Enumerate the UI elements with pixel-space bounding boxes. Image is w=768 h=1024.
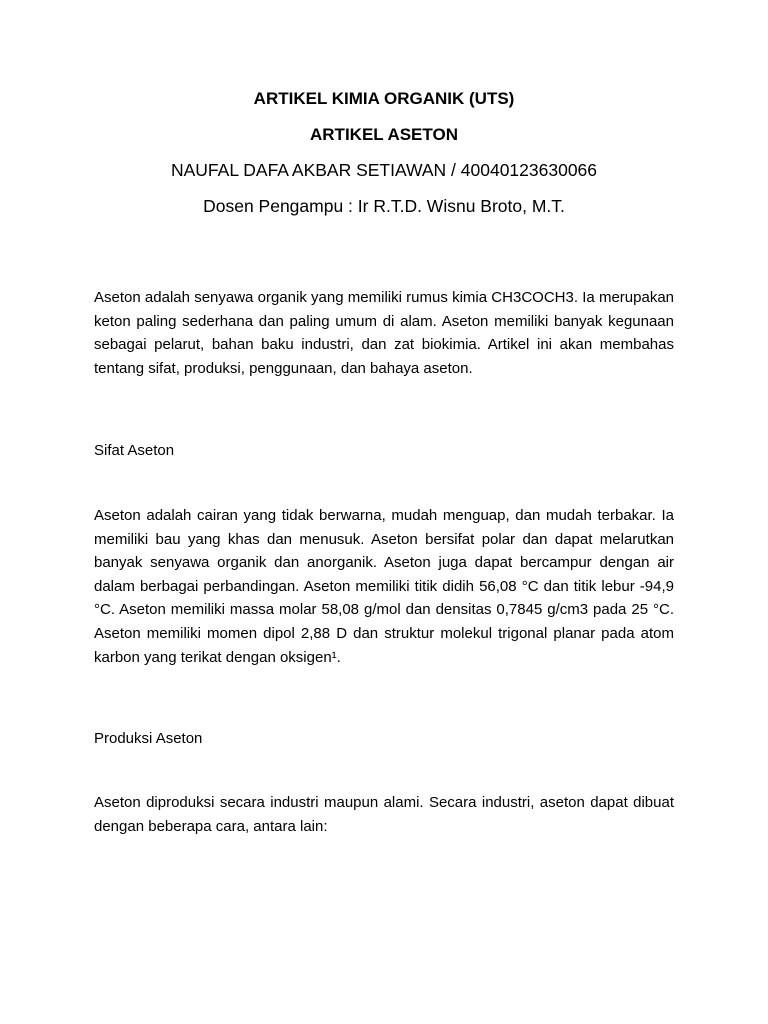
document-subtitle: ARTIKEL ASETON: [310, 125, 458, 144]
produksi-paragraph: Aseton diproduksi secara industri maupun alami. Secara industri, aseton dapat dibuat dengan beberapa cara, antara lain:: [94, 794, 674, 835]
document-title: ARTIKEL KIMIA ORGANIK (UTS): [253, 89, 515, 108]
section-heading-sifat: Sifat Aseton: [94, 442, 175, 459]
lecturer-line: Dosen Pengampu : Ir R.T.D. Wisnu Broto, M.T.: [203, 196, 565, 216]
section-heading-produksi: Produksi Aseton: [94, 730, 203, 747]
intro-paragraph: Aseton adalah senyawa organik yang memiliki rumus kimia CH3COCH3. Ia merupakan keton paling sederhana dan paling umum di alam. Aseton memiliki banyak kegunaan sebagai pelarut, bahan baku industri, dan zat biokimia. Artikel ini akan membahas tentang sifat, produksi, penggunaan, dan bahaya aseton.: [94, 289, 674, 377]
sifat-paragraph: Aseton adalah cairan yang tidak berwarna, mudah menguap, dan mudah terbakar. Ia memiliki bau yang khas dan menusuk. Aseton bersifat polar dan dapat melarutkan banyak senyawa organik dan anorganik. Aseton juga dapat bercampur dengan air dalam berbagai perbandingan. Aseton memiliki titik didih 56,08 °C dan titik lebur -94,9 °C. Aseton memiliki massa molar 58,08 g/mol dan densitas 0,7845 g/cm3 pada 25 °C. Aseton memiliki momen dipol 2,88 D dan struktur molekul trigonal planar pada atom karbon yang terikat dengan oksigen¹.: [94, 507, 674, 666]
author-line: NAUFAL DAFA AKBAR SETIAWAN / 40040123630066: [170, 160, 598, 180]
